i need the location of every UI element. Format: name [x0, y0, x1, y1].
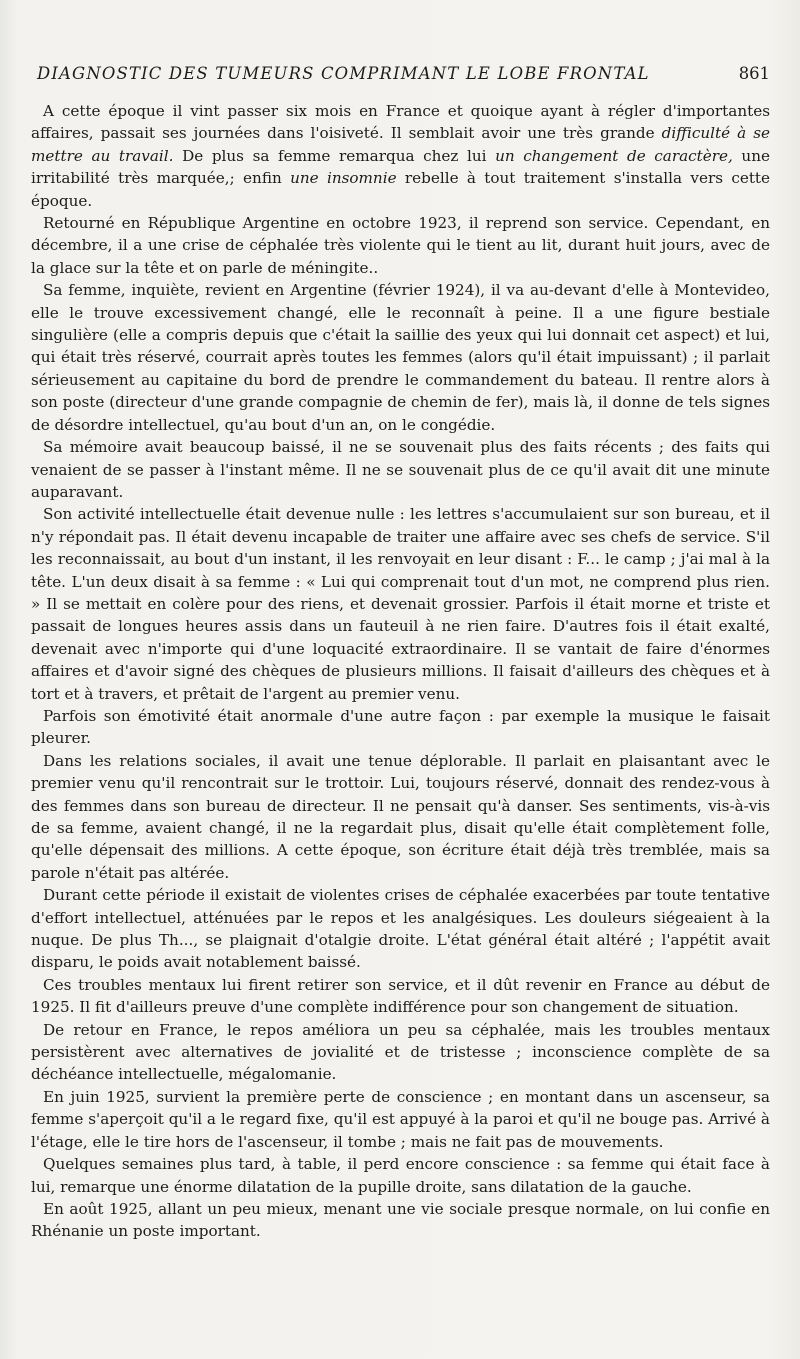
paragraph-1-text-d: rebelle à tout traitement s'installa vers cette époque. [31, 169, 771, 210]
paragraph-1-text-b: De plus sa femme remarqua chez lui [173, 146, 496, 165]
paragraph-2: Retourné en République Argentine en octobre 1923, il reprend son service. Cependant, en décembre, il a une crise de céphalée très violente qui le tient au lit, durant huit jours, avec de la glace sur la tête et on parle de méningite.. [31, 214, 770, 277]
paragraph-4: Sa mémoire avait beaucoup baissé, il ne se souvenait plus des faits récents ; des faits qui venaient de se passer à l'instant même. Il ne se souvenait plus de ce qu'il avait dit une minute auparavant. [31, 438, 770, 501]
paragraph-1 [31, 100, 770, 212]
paragraph-13: En août 1925, allant un peu mieux, menant une vie sociale presque normale, on lui confie en Rhénanie un poste important. [31, 1199, 770, 1241]
page-header [31, 64, 770, 90]
paragraph-6: Parfois son émotivité était anormale d'une autre façon : par exemple la musique le faisait pleurer. [31, 706, 770, 748]
paragraph-3: Sa femme, inquiète, revient en Argentine (février 1924), il va au-devant d'elle à Montevideo, elle le trouve excessivement changé, elle le reconnaît à peine. Il a une figure bestiale singulière (elle a compris depuis que c'était la saillie des yeux qui lui donnait cet aspect) et lui, qui était très réservé, courrait après toutes les femmes (alors qu'il était impuissant) ; il parlait sérieusement au capitaine du bord de prendre le commandement du bateau. Il rentre alors à son poste (directeur d'une grande compagnie de chemin de fer), mais là, il donne de tels signes de désordre intellectuel, qu'au bout d'un an, on le congédie. [31, 281, 770, 434]
paragraph-1-emphasis-c: une insomnie [290, 169, 397, 188]
paragraph-12: Quelques semaines plus tard, à table, il perd encore conscience : sa femme qui était face à lui, remarque une énorme dilatation de la pupille droite, sans dilatation de la gauche. [31, 1155, 770, 1196]
paragraph-5: Son activité intellectuelle était devenue nulle : les lettres s'accumulaient sur son bureau, et il n'y répondait pas. Il était devenu incapable de traiter une affaire avec ses chefs de service. S'il les reconnaissait, au bout d'un instant, il les renvoyait en leur disant : F... le camp ; j'ai mal à la tête. L'un deux disait à sa femme : « Lui qui comprenait tout d'un mot, ne comprend plus rien. » Il se mettait en colère pour des riens, et devenait grossier. Parfois il était morne et triste et passait de longues heures assis dans un fauteuil à ne rien faire. D'autres fois il était exalté, devenait avec n'importe qui d'une loquacité extraordinaire. Il se vantait de faire d'énormes affaires et d'avoir signé des chèques de plusieurs millions. Il faisait d'ailleurs des chèques et à tort et à travers, et prêtait de l'argent au premier venu. [31, 505, 770, 703]
paragraph-11: En juin 1925, survient la première perte de conscience ; en montant dans un ascenseur, sa femme s'aperçoit qu'il a le regard fixe, qu'il est appuyé à la paroi et qu'il ne bouge pas. Arrivé à l'étage, elle le tire hors de l'ascenseur, il tombe ; mais ne fait pas de mouvements. [31, 1087, 770, 1151]
page-number: 861 [738, 64, 770, 83]
paragraph-1-text-a: A cette époque il vint passer six mois en France et quoique ayant à régler d'importantes affaires, passait ses journées dans l'oisiveté. Il semblait avoir une très grande [31, 102, 770, 143]
paragraph-1-emphasis-a: difficulté à se mettre au travail. [31, 124, 770, 165]
paragraph-1-emphasis-b: un changement de caractère, [495, 146, 733, 165]
body-text [31, 100, 770, 1243]
paragraph-9: Ces troubles mentaux lui firent retirer son service, et il dût revenir en France au début de 1925. Il fit d'ailleurs preuve d'une complète indifférence pour son changement de situation. [31, 975, 770, 1017]
paragraph-7: Dans les relations sociales, il avait une tenue déplorable. Il parlait en plaisantant avec le premier venu qu'il rencontrait sur le trottoir. Lui, toujours réservé, donnait des rendez-vous à des femmes dans son bureau de directeur. Il ne pensait qu'à danser. Ses sentiments, vis-à-vis de sa femme, avaient changé, il ne la regardait plus, disait qu'elle était complètement folle, qu'elle dépensait des millions. A cette époque, son écriture était déjà très tremblée, mais sa parole n'était pas altérée. [31, 751, 770, 882]
paragraph-8: Durant cette période il existait de violentes crises de céphalée exacerbées par toute tentative d'effort intellectuel, atténuées par le repos et les analgésiques. Les douleurs siégeaient à la nuque. De plus Th..., se plaignait d'otalgie droite. L'état général était altéré ; l'appétit avait disparu, le poids avait notablement baissé. [31, 886, 770, 972]
running-title: DIAGNOSTIC DES TUMEURS COMPRIMANT LE LOBE FRONTAL [37, 64, 650, 83]
paragraph-10: De retour en France, le repos améliora un peu sa céphalée, mais les troubles mentaux persistèrent avec alternatives de jovialité et de tristesse ; inconscience complète de sa déchéance intellectuelle, mégalomanie. [31, 1020, 770, 1084]
paragraph-1-text-c: une irritabilité très marquée,; enfin [31, 146, 770, 188]
